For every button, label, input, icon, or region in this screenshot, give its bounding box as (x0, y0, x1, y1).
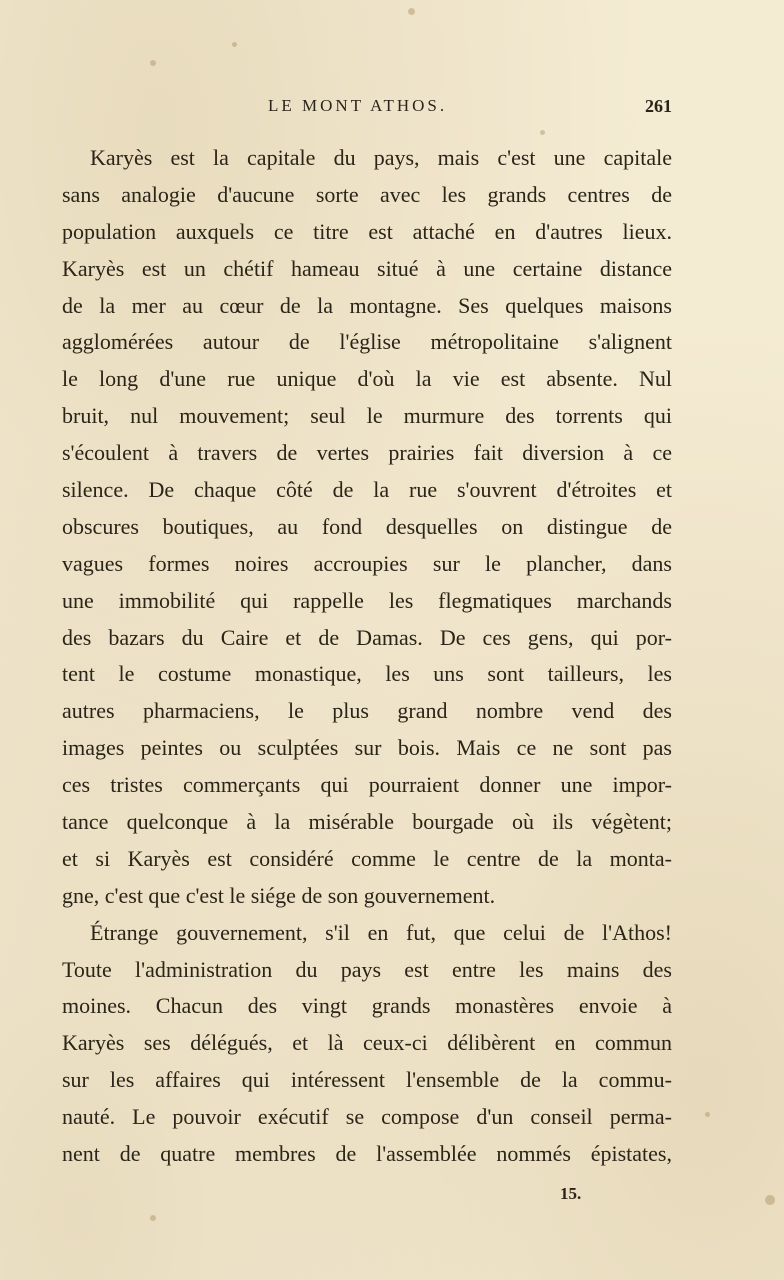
text-line: Karyès ses délégués, et là ceux-ci délibèrent en commun (62, 1030, 672, 1056)
page-number: 261 (645, 96, 672, 116)
paper-stain (540, 130, 545, 135)
text-line: des bazars du Caire et de Damas. De ces gens, qui por- (62, 624, 672, 650)
text-line: tent le costume monastique, les uns sont tailleurs, les (62, 661, 672, 687)
text-line: Karyès est la capitale du pays, mais c'est une capitale (90, 145, 672, 170)
signature-mark: 15. (560, 1184, 582, 1203)
body-text (62, 140, 672, 1173)
text-line: le long d'une rue unique d'où la vie est absente. Nul (62, 366, 672, 392)
text-line: autres pharmaciens, le plus grand nombre vend des (62, 698, 672, 724)
text-line: population auxquels ce titre est attaché en d'autres lieux. (62, 218, 672, 244)
paper-stain (765, 1195, 775, 1205)
text-line: s'écoulent à travers de vertes prairies fait diversion à ce (62, 440, 672, 466)
text-line: gne, c'est que c'est le siége de son gouvernement. (62, 882, 496, 908)
paper-stain (705, 1112, 710, 1117)
text-line: sans analogie d'aucune sorte avec les grands centres de (62, 181, 672, 207)
paper-stain (150, 60, 156, 66)
text-line: Toute l'administration du pays est entre les mains des (62, 956, 672, 982)
text-line: une immobilité qui rappelle les flegmatiques marchands (62, 587, 672, 613)
paper-stain (150, 1215, 156, 1221)
text-line: sur les affaires qui intéressent l'ensemble de la commu- (62, 1067, 672, 1093)
text-line: tance quelconque à la misérable bourgade où ils végètent; (62, 809, 672, 835)
text-line: et si Karyès est considéré comme le centre de la monta- (62, 845, 672, 871)
paper-stain (408, 8, 415, 15)
text-line: moines. Chacun des vingt grands monastères envoie à (62, 993, 672, 1019)
text-line: obscures boutiques, au fond desquelles on distingue de (62, 513, 672, 539)
text-line: nent de quatre membres de l'assemblée nommés épistates, (62, 1141, 672, 1167)
text-line: de la mer au cœur de la montagne. Ses quelques maisons (62, 292, 672, 318)
text-line: Karyès est un chétif hameau situé à une certaine distance (62, 255, 672, 281)
text-line: nauté. Le pouvoir exécutif se compose d'un conseil perma- (62, 1104, 672, 1130)
page-header (62, 96, 672, 126)
running-title: LE MONT ATHOS. (268, 96, 448, 115)
text-line: Étrange gouvernement, s'il en fut, que celui de l'Athos! (90, 919, 672, 945)
text-line: bruit, nul mouvement; seul le murmure des torrents qui (62, 403, 672, 429)
text-line: ces tristes commerçants qui pourraient donner une impor- (62, 772, 672, 798)
paper-stain (232, 42, 237, 47)
text-line: silence. De chaque côté de la rue s'ouvrent d'étroites et (62, 477, 672, 503)
text-line: images peintes ou sculptées sur bois. Mais ce ne sont pas (62, 735, 672, 761)
text-line: agglomérées autour de l'église métropolitaine s'alignent (62, 329, 672, 355)
text-line: vagues formes noires accroupies sur le plancher, dans (62, 550, 672, 576)
